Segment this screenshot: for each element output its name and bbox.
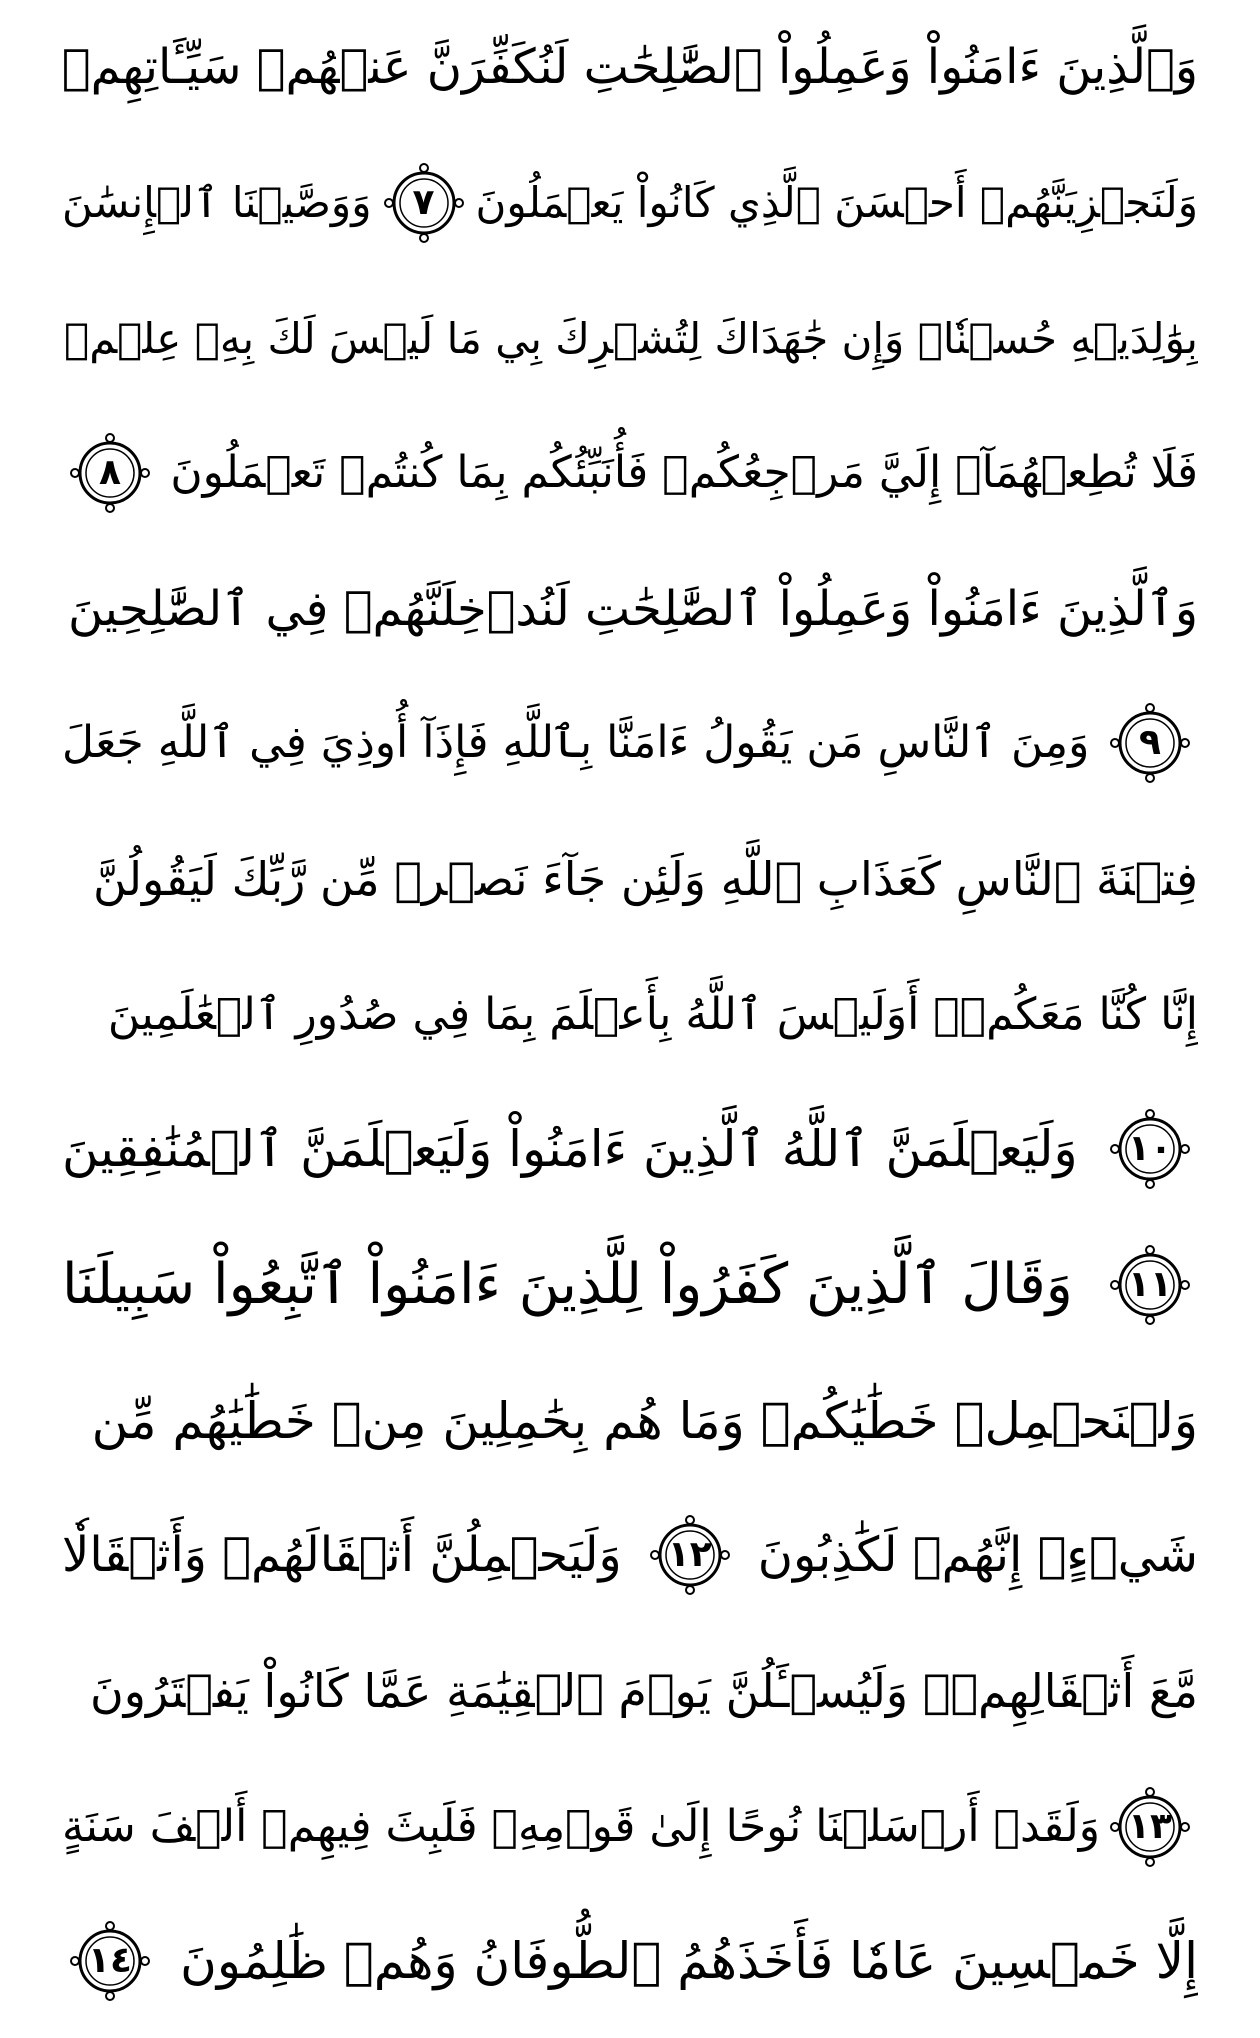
verse-text: وَلَنَجۡزِيَنَّهُمۡ أَحۡسَنَ ٱلَّذِي كَانُواْ يَعۡمَلُونَ bbox=[475, 178, 1198, 227]
verse-line bbox=[62, 680, 1198, 806]
verse-line bbox=[62, 140, 1198, 266]
ayah-number: ٨ bbox=[99, 452, 121, 493]
verse-text: وَٱلَّذِينَ ءَامَنُواْ وَعَمِلُواْ ٱلصَّٰلِحَٰتِ لَنُدۡخِلَنَّهُمۡ فِي ٱلصَّٰلِحِينَ bbox=[67, 581, 1198, 637]
ayah-number-marker bbox=[1108, 1107, 1192, 1191]
verse-line bbox=[62, 1492, 1198, 1618]
ayah-number: ١٢ bbox=[667, 1534, 712, 1575]
verse-text: مَّعَ أَثۡقَالِهِمۡۖ وَلَيُسۡـَٔلُنَّ يَوۡمَ ٱلۡقِيَٰمَةِ عَمَّا كَانُواْ يَفۡتَرُونَ bbox=[90, 1664, 1198, 1718]
verse-line bbox=[62, 1358, 1198, 1484]
ayah-number: ١٣ bbox=[1128, 1806, 1172, 1847]
verse-text: وَوَصَّيۡنَا ٱلۡإِنسَٰنَ bbox=[62, 178, 372, 227]
ayah-number-marker bbox=[1108, 701, 1192, 785]
verse-text: وَلۡنَحۡمِلۡ خَطَٰيَٰكُمۡ وَمَا هُم بِحَٰمِلِينَ مِنۡ خَطَٰيَٰهُم مِّن bbox=[91, 1392, 1198, 1450]
verse-text: فِتۡنَةَ ٱلنَّاسِ كَعَذَابِ ٱللَّهِ وَلَئِن جَآءَ نَصۡرٞ مِّن رَّبِّكَ لَيَقُولُنَّ bbox=[92, 852, 1198, 906]
ayah-number: ٧ bbox=[412, 182, 435, 223]
ayah-number-marker bbox=[648, 1513, 732, 1597]
verse-text: بِوَٰلِدَيۡهِ حُسۡنٗاۖ وَإِن جَٰهَدَاكَ لِتُشۡرِكَ بِي مَا لَيۡسَ لَكَ بِهِۦ عِلۡمٞ bbox=[64, 314, 1198, 363]
verse-text: وَمِنَ ٱلنَّاسِ مَن يَقُولُ ءَامَنَّا بِٱللَّهِ فَإِذَآ أُوذِيَ فِي ٱللَّهِ جَعَلَ bbox=[62, 717, 1090, 768]
ayah-number-marker bbox=[1108, 1785, 1192, 1869]
ayah-number: ١٠ bbox=[1128, 1128, 1172, 1169]
verse-text: وَقَالَ ٱلَّذِينَ كَفَرُواْ لِلَّذِينَ ءَامَنُواْ ٱتَّبِعُواْ سَبِيلَنَا bbox=[62, 1252, 1073, 1317]
ayah-number: ١١ bbox=[1128, 1264, 1172, 1305]
verse-text: وَلَقَدۡ أَرۡسَلۡنَا نُوحًا إِلَىٰ قَوۡمِهِۦ فَلَبِثَ فِيهِمۡ أَلۡفَ سَنَةٍ bbox=[62, 1801, 1100, 1852]
verse-text: وَلَيَعۡلَمَنَّ ٱللَّهُ ٱلَّذِينَ ءَامَنُواْ وَلَيَعۡلَمَنَّ ٱلۡمُنَٰفِقِينَ bbox=[62, 1120, 1078, 1178]
verse-line bbox=[62, 1086, 1198, 1212]
verse-line bbox=[62, 1764, 1198, 1890]
verse-line bbox=[62, 952, 1198, 1078]
verse-line bbox=[62, 546, 1198, 672]
ayah-number: ٩ bbox=[1139, 722, 1161, 763]
verse-line bbox=[62, 276, 1198, 402]
verse-line bbox=[62, 816, 1198, 942]
ayah-number: ١٤ bbox=[88, 1940, 132, 1981]
ayah-number-marker bbox=[68, 1919, 152, 2003]
verse-text: وَلَيَحۡمِلُنَّ أَثۡقَالَهُمۡ وَأَثۡقَالٗا bbox=[62, 1527, 622, 1583]
verse-text: فَلَا تُطِعۡهُمَآۚ إِلَيَّ مَرۡجِعُكُمۡ فَأُنَبِّئُكُم بِمَا كُنتُمۡ تَعۡمَلُونَ bbox=[170, 447, 1198, 498]
verse-line bbox=[62, 4, 1198, 130]
ayah-number-marker bbox=[382, 161, 466, 245]
verse-line bbox=[62, 1898, 1198, 2024]
verse-line bbox=[62, 1628, 1198, 1754]
verse-text: إِلَّا خَمۡسِينَ عَامٗا فَأَخَذَهُمُ ٱلطُّوفَانُ وَهُمۡ ظَٰلِمُونَ bbox=[180, 1932, 1198, 1990]
verse-text: وَٱلَّذِينَ ءَامَنُواْ وَعَمِلُواْ ٱلصَّٰلِحَٰتِ لَنُكَفِّرَنَّ عَنۡهُمۡ سَيِّـَٔاتِهِمۡ bbox=[62, 39, 1198, 95]
verse-line bbox=[62, 1222, 1198, 1348]
ayah-number-marker bbox=[68, 431, 152, 515]
verse-line bbox=[62, 410, 1198, 536]
verse-text: شَيۡءٍۖ إِنَّهُمۡ لَكَٰذِبُونَ bbox=[757, 1527, 1198, 1583]
ayah-number-marker bbox=[1108, 1243, 1192, 1327]
verse-text: إِنَّا كُنَّا مَعَكُمۡۚ أَوَلَيۡسَ ٱللَّهُ بِأَعۡلَمَ بِمَا فِي صُدُورِ ٱلۡعَٰلَمِينَ bbox=[107, 989, 1198, 1040]
